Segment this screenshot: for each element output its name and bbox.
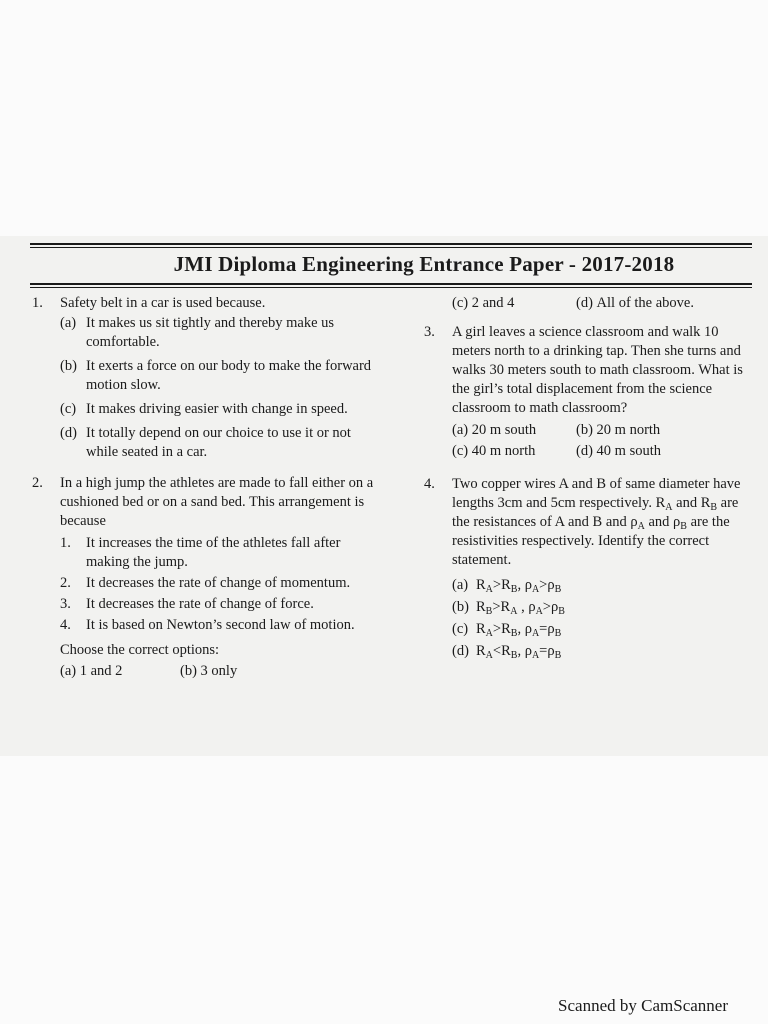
option-text: 2 and 4 <box>471 295 515 311</box>
option-label: (b) <box>452 599 469 615</box>
relation: > <box>542 599 551 615</box>
option-c <box>452 442 576 461</box>
option-d <box>576 442 661 461</box>
option-text: It totally depend on our choice to use it or not while seated in a car. <box>86 425 351 460</box>
relation: > <box>492 599 501 615</box>
subscript-b: B <box>554 584 562 595</box>
option-a <box>60 314 384 352</box>
question-text: A girl leaves a science classroom and walk 10 meters north to a drinking tap. Then she turns and walks 30 meters south to math classroom. What is the girl’s total displacement from the science classroom to math classroom? <box>452 324 743 416</box>
relation: < <box>492 643 502 659</box>
subscript-b: B <box>680 521 687 532</box>
statement-label: 3. <box>60 596 71 612</box>
option-text: 3 only <box>200 663 238 679</box>
r-symbol: R <box>476 643 486 659</box>
option-a <box>60 662 180 681</box>
statement-text: It decreases the rate of change of momentum. <box>86 575 351 591</box>
separator: , <box>517 621 525 637</box>
statement-label: 2. <box>60 575 71 591</box>
option-text: It makes driving easier with change in speed. <box>86 401 348 417</box>
option-d <box>60 424 384 462</box>
statement-1 <box>60 534 384 572</box>
option-label: (d) <box>576 295 593 311</box>
question-1 <box>32 294 384 462</box>
right-column <box>424 294 758 668</box>
question-4 <box>424 475 758 661</box>
statement-3 <box>60 595 384 614</box>
statement-4 <box>60 616 384 635</box>
option-b <box>452 598 758 617</box>
option-text: 1 and 2 <box>79 663 123 679</box>
r-symbol: R <box>501 643 511 659</box>
option-text: 40 m south <box>596 443 661 459</box>
options-row-1 <box>452 421 758 440</box>
subscript-b: B <box>558 606 565 617</box>
r-symbol: R <box>500 599 511 615</box>
subscript-a: A <box>485 584 493 595</box>
option-text: It exerts a force on our body to make the forward motion slow. <box>86 358 372 393</box>
rho-symbol: ρ <box>524 621 532 637</box>
option-label: (a) <box>60 663 77 679</box>
options-row-2 <box>452 442 758 461</box>
statement-label: 4. <box>60 617 71 633</box>
question-number: 2. <box>32 475 43 491</box>
rho-symbol: ρ <box>528 599 536 615</box>
option-text: It makes us sit tightly and thereby make us comfortable. <box>86 315 335 350</box>
subscript-a: A <box>535 606 543 617</box>
page-title: JMI Diploma Engineering Entrance Paper - 2017-2018 <box>173 252 675 276</box>
subscript-a: A <box>637 521 645 532</box>
subscript-a: A <box>531 628 540 639</box>
options-row <box>60 662 384 681</box>
option-text: 20 m north <box>596 422 661 438</box>
statement-label: 1. <box>60 535 71 551</box>
r-symbol: R <box>501 577 511 593</box>
option-label: (a) <box>60 315 77 331</box>
statement-text: It is based on Newton’s second law of motion. <box>86 617 355 633</box>
subscript-b: B <box>554 650 562 661</box>
statement-text: It increases the time of the athletes fall after making the jump. <box>86 535 341 570</box>
option-label: (b) <box>180 663 197 679</box>
statement-text: It decreases the rate of change of force. <box>86 596 314 612</box>
r-symbol: R <box>476 599 486 615</box>
option-label: (a) <box>452 422 469 438</box>
option-label: (d) <box>452 643 469 659</box>
option-b <box>180 662 237 681</box>
rho-symbol: ρ <box>547 643 555 659</box>
question-text: In a high jump the athletes are made to fall either on a cushioned bed or on a sand bed. This arrangement is because <box>60 475 374 529</box>
option-label: (b) <box>60 358 77 374</box>
relation: > <box>492 621 502 637</box>
subscript-b: B <box>510 628 518 639</box>
subscript-b: B <box>510 650 518 661</box>
option-label: (d) <box>60 425 77 441</box>
separator: , <box>517 577 525 593</box>
text-part: and R <box>672 495 711 511</box>
option-label: (c) <box>452 295 469 311</box>
option-text: 40 m north <box>471 443 536 459</box>
option-text: All of the above. <box>596 295 694 311</box>
separator: , <box>517 643 525 659</box>
rho-symbol: ρ <box>547 577 555 593</box>
subscript-b: B <box>710 502 718 513</box>
text-part: are the resistances of A and B and ρ <box>452 495 739 530</box>
option-b <box>576 421 660 440</box>
option-text: 20 m south <box>471 422 537 438</box>
question-2 <box>32 474 384 681</box>
relation: > <box>539 577 548 593</box>
rho-symbol: ρ <box>524 577 532 593</box>
subscript-b: B <box>554 628 562 639</box>
header-top-rule-2 <box>30 247 752 248</box>
subscript-a: A <box>531 584 540 595</box>
subscript-a: A <box>531 650 540 661</box>
rho-symbol: ρ <box>547 621 555 637</box>
option-a <box>452 576 758 595</box>
q2-options-continued <box>424 294 758 313</box>
option-label: (b) <box>576 422 593 438</box>
question-text: Safety belt in a car is used because. <box>60 295 266 311</box>
subscript-b: B <box>485 606 493 617</box>
option-b <box>60 357 384 395</box>
option-label: (a) <box>452 577 469 593</box>
scanner-watermark: Scanned by CamScanner <box>558 996 728 1015</box>
text-part: are the resistivities respectively. Identify the correct statement. <box>452 514 730 568</box>
subscript-a: A <box>510 606 518 617</box>
question-number: 1. <box>32 295 43 311</box>
header-bottom-rule-2 <box>30 287 752 288</box>
choose-prompt: Choose the correct options: <box>60 642 220 658</box>
subscript-a: A <box>485 628 493 639</box>
text-part: Two copper wires A and B of same diameter have lengths 3cm and 5cm respectively. R <box>452 476 741 511</box>
rho-symbol: ρ <box>524 643 532 659</box>
header-top-rule <box>30 243 752 245</box>
relation: > <box>492 577 502 593</box>
text-part: and ρ <box>644 514 681 530</box>
relation: = <box>539 621 548 637</box>
option-d <box>576 294 694 313</box>
question-text <box>452 475 758 570</box>
r-symbol: R <box>476 577 486 593</box>
option-c <box>452 294 576 313</box>
question-number: 4. <box>424 476 435 492</box>
subscript-a: A <box>485 650 493 661</box>
separator: , <box>517 599 529 615</box>
header-bottom-rule <box>30 283 752 285</box>
option-c <box>452 620 758 639</box>
option-d <box>452 642 758 661</box>
option-label: (d) <box>576 443 593 459</box>
relation: = <box>539 643 548 659</box>
option-c <box>60 400 384 419</box>
option-label: (c) <box>452 621 469 637</box>
option-label: (c) <box>60 401 77 417</box>
option-a <box>452 421 576 440</box>
subscript-a: A <box>665 502 673 513</box>
option-label: (c) <box>452 443 469 459</box>
statement-2 <box>60 574 384 593</box>
left-column <box>32 294 384 688</box>
question-number: 3. <box>424 324 435 340</box>
rho-symbol: ρ <box>550 599 559 615</box>
r-symbol: R <box>476 621 486 637</box>
r-symbol: R <box>501 621 511 637</box>
question-3 <box>424 323 758 461</box>
subscript-b: B <box>510 584 518 595</box>
